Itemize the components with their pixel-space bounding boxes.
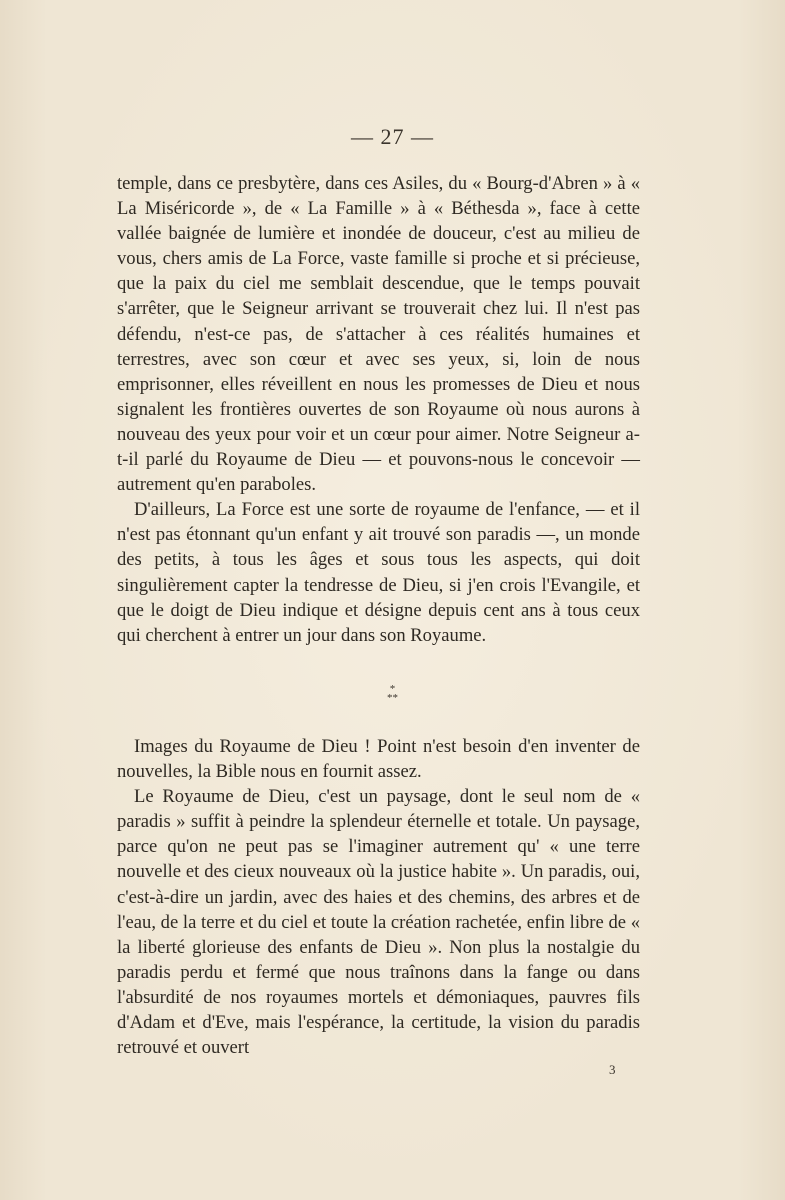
page-number: — 27 — <box>351 124 434 149</box>
paragraph-3: Images du Royaume de Dieu ! Point n'est besoin d'en inventer de nouvelles, la Bible nous en fournit assez. <box>117 736 640 783</box>
text-section-top <box>117 171 640 648</box>
signature-mark: 3 <box>609 1062 616 1077</box>
paragraph-4: Le Royaume de Dieu, c'est un paysage, dont le seul nom de « paradis » suffit à peindre la splendeur éternelle et totale. Un paysage, parce qu'on ne peut pas se l'imaginer autrement qu' « une terre nouvelle et des cieux nouveaux où la justice habite ». Un paradis, oui, c'est-à-dire un jardin, avec des haies et des chemins, des arbres et de l'eau, de la terre et du ciel et toute la création rachetée, enfin libre de « la liberté glorieuse des enfants de Dieu ». Non plus la nostalgie du paradis perdu et fermé que nous traînons dans la fange ou dans l'absurdité de nos royaumes mortels et démoniaques, pauvres fils d'Adam et d'Eve, mais l'espérance, la certitude, la vision du paradis retrouvé et ouvert <box>117 786 640 1059</box>
paragraph-1: temple, dans ce presbytère, dans ces Asiles, du « Bourg-d'Abren » à « La Miséricorde », de « La Famille » à « Béthesda », face à cette vallée baignée de lumière et inondée de douceur, c'est au milieu de vous, chers amis de La Force, vaste famille si proche et si précieuse, que la paix du ciel me semblait descendue, que le temps pouvait s'arrêter, que le Seigneur arrivant se trouverait chez lui. Il n'est pas défendu, n'est-ce pas, de s'attacher à ces réalités humaines et terrestres, avec son cœur et avec ses yeux, si, loin de nous emprisonner, elles réveillent en nous les promesses de Dieu et nous signalent les frontières ouvertes de son Royaume où nous aurons à nouveau des yeux pour voir et un cœur pour aimer. Notre Seigneur a-t-il parlé du Royaume de Dieu — et pouvons-nous le concevoir — autrement qu'en paraboles. <box>117 173 640 496</box>
asterism-top: * <box>389 683 396 695</box>
section-separator-asterism <box>0 685 785 703</box>
asterism-bottom: ** <box>387 692 398 704</box>
paragraph-2: D'ailleurs, La Force est une sorte de royaume de l'enfance, — et il n'est pas étonnant qu'un enfant y ait trouvé son paradis —, un monde des petits, à tous les âges et sous tous les aspects, qui doit singulièrement capter la tendresse de Dieu, si j'en crois l'Evangile, et que le doigt de Dieu indique et désigne depuis cent ans à tous ceux qui cherchent à entrer un jour dans son Royaume. <box>117 499 640 646</box>
text-section-bottom <box>117 734 640 1060</box>
